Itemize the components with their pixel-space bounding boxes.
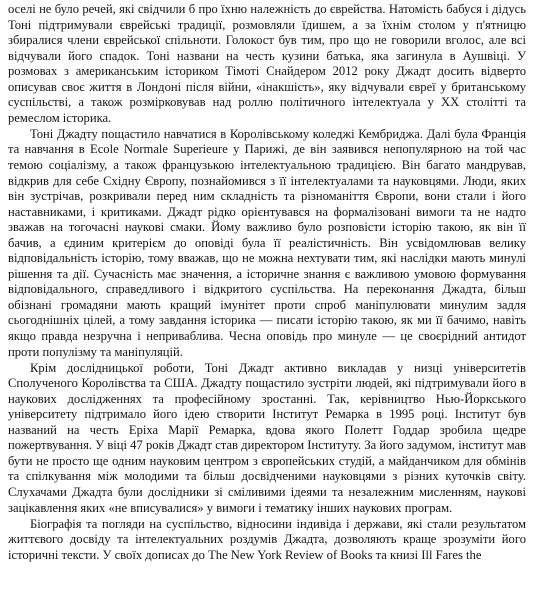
paragraph-biography-views: Біографія та погляди на суспільство, відносини індивіда і держави, які стали результатом життєвого досвіду та інтелектуальних роздумів Джадта, дозволяють краще зрозуміти його історичні тексти. У своїх дописах до The New York Review of Books та книзі Ill Fares the: [8, 516, 526, 562]
paragraph-education: Тоні Джадту пощастило навчатися в Королівському коледжі Кембриджа. Далі була Франція та навчання в Ecole Normale Superieure у Парижі, де він заявився непопулярною на той час темою соціалізму, а також французькою інтелектуальною традицією. Він багато мандрував, відкрив для себе Східну Європу, познайомився з її інтелектуалами та науковцями. Люди, яких він зустрічав, розкривали перед ним складність та різноманіття Європи, вони стали і його наставниками, і критиками. Джадт рідко орієнтувався на формалізовані вимоги та не надто зважав на тогочасні наукові смаки. Йому важливо було розповісти історію такою, як він її бачив, а єдиним критерієм до оповіді була її реалістичність. Він усвідомлював велику відповідальність історію, тому вважав, що не можна нехтувати тим, які наслідки мають минулі рішення та дії. Сучасність має значення, а історичне знання є важливою умовою формування відповідального, справедливого і відкритого суспільства. На переконання Джадта, більш обізнані громадяни мають кращий імунітет проти спроб маніпулювати минулим задля сьогоднішніх цілей, а тому завдання історика — писати історію такою, як ми її бачимо, навіть якщо правда незручна і неприваблива. Чесна оповідь про минуле — це своєрідний антидот проти популізму та маніпуляцій.: [8, 126, 526, 359]
paragraph-teaching-career: Крім дослідницької роботи, Тоні Джадт активно викладав у низці університетів Сполученого Королівства та США. Джадту пощастило зустріти людей, які підтримували його в наукових дослідженнях та професійному зростанні. Так, керівництво Нью-Йоркського університету підтримало його ідею створити Інститут Ремарка в 1995 році. Інститут був названий на честь Еріха Марії Ремарка, вдова якого Полетт Годдар зробила щедре пожертвування. У віці 47 років Джадт став директором Інституту. За його задумом, інститут мав бути не просто ще одним науковим центром з європейських студій, а майданчиком для обмінів та спілкування між молодими та більш досвідченими науковцями з різних куточків світу. Слухачами Джадта були дослідники зі сміливими ідеями та незалежним мисленням, наукові зацікавлення яких «не вписувалися» у вимоги і тематику інших наукових програм.: [8, 360, 526, 515]
paragraph-family-background: оселі не було речей, які свідчили б про їхню належність до єврейства. Натомість бабуся і дідусь Тоні підтримували єврейські традиції, розмовляли їдишем, а за їхнім столом у п'ятницю збиралися члени єврейської спільноти. Голокост був тим, про що не говорили вголос, але всі відчували його спадок. Тоні названи на честь кузини батька, яка загинула в Аушвіці. У розмовах з американським істориком Тімоті Снайдером 2012 року Джадт досить відверто описував своє життя в Лондоні після війни, «інакшість», яку відчували євреї у британському суспільстві, а також розмірковував над роллю політичного інтелектуала у ХХ столітті та ремеслом історика.: [8, 2, 526, 125]
document-page: [8, 2, 526, 564]
